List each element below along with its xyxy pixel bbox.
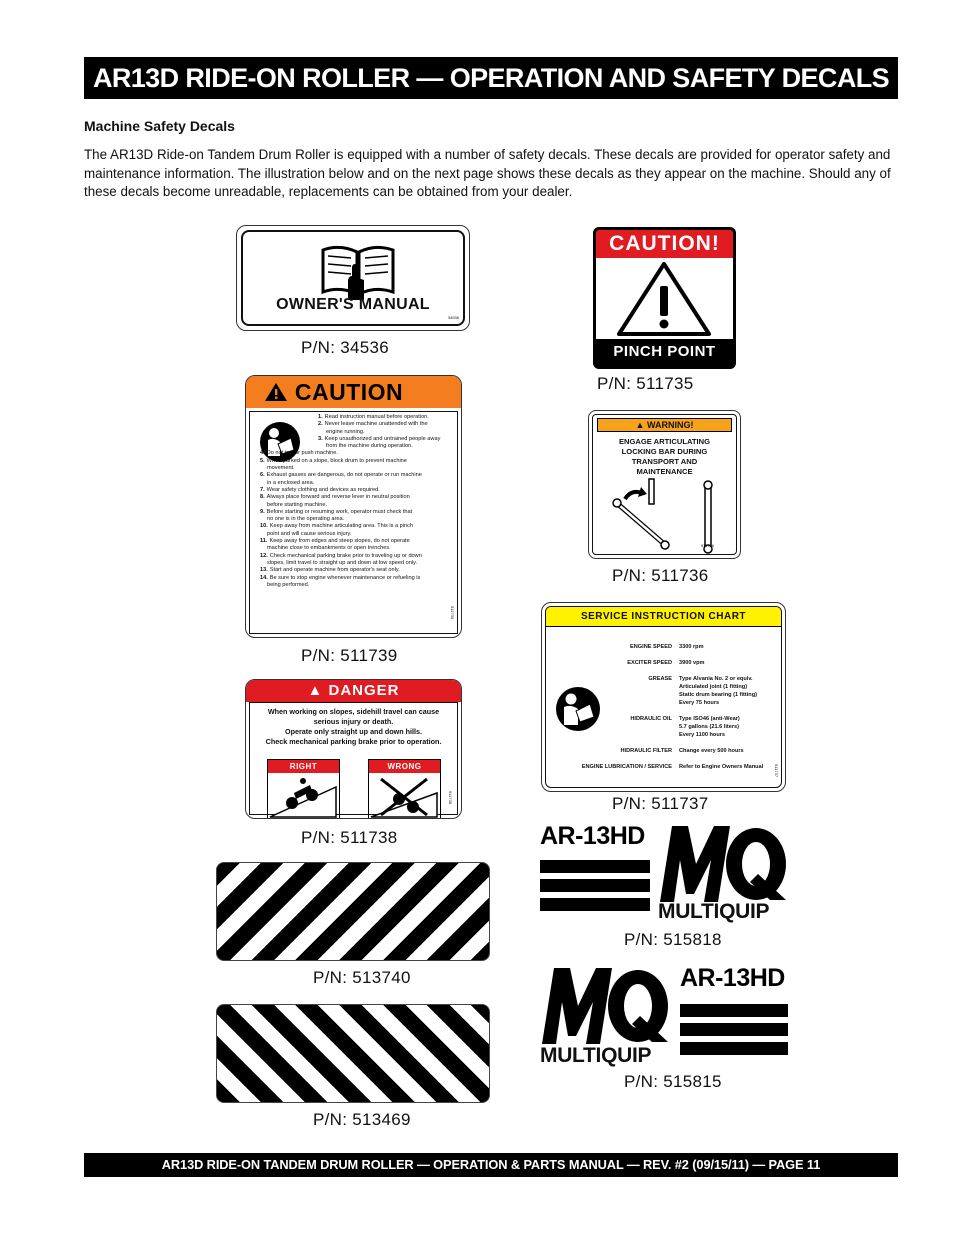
service-row-value: Static drum bearing (1 fitting): [679, 692, 758, 698]
section-heading: Machine Safety Decals: [84, 118, 235, 134]
warning-line: ENGAGE ARTICULATING: [618, 437, 711, 446]
caution-item-number: 1.: [318, 414, 323, 420]
mq-logo-icon: [658, 824, 788, 902]
caution-header: CAUTION: [294, 379, 404, 405]
caution-item-number: 6.: [260, 472, 265, 479]
caution-item-text: movement.: [267, 465, 295, 472]
caution-item-number: 14.: [260, 574, 268, 581]
decal-code: 511739: [450, 605, 455, 619]
mq-logo-icon: [540, 966, 670, 1044]
caution-item: [260, 531, 443, 538]
ar13hd-logo-decal-a: [540, 822, 790, 924]
part-number-513740: P/N: 513740: [313, 968, 411, 987]
caution-item: [260, 480, 443, 487]
wrong-label: WRONG: [369, 760, 440, 773]
caution-item-text: being performed.: [267, 581, 310, 588]
caution-list-decal: [245, 375, 462, 638]
slope-right-icon: [268, 773, 338, 819]
model-name: AR-13HD: [540, 822, 645, 850]
caution-item-text: before starting machine.: [267, 501, 328, 508]
page-footer: AR13D RIDE-ON TANDEM DRUM ROLLER — OPERATION & PARTS MANUAL — REV. #2 (09/15/11) — PAGE 11: [84, 1153, 898, 1177]
caution-item: [260, 487, 443, 494]
danger-line: Operate only straight up and down hills.: [285, 727, 422, 736]
service-row-value: 3900 vpm: [679, 660, 705, 666]
service-row-label: HIDRAULIC OIL: [630, 716, 672, 722]
decal-code: 511737: [774, 763, 779, 777]
caution-item-number: 3.: [318, 435, 323, 442]
part-number-515815: P/N: 515815: [624, 1072, 722, 1091]
danger-decal: [245, 679, 462, 819]
hazard-stripe-decal: [216, 1004, 490, 1103]
caution-item-text: Always place forward and reverse lever in neutral position: [266, 494, 410, 501]
right-panel: [267, 759, 340, 819]
caution-item-text: point and will cause serious injury.: [267, 530, 352, 537]
part-number-515818: P/N: 515818: [624, 930, 722, 949]
warning-line: TRANSPORT AND: [631, 457, 698, 466]
warning-line: MAINTENANCE: [636, 467, 693, 476]
ar13hd-logo-decal-b: [540, 962, 790, 1070]
exclamation-triangle-icon: [614, 260, 714, 338]
caution-items: [260, 414, 443, 589]
caution-item: [260, 472, 443, 479]
service-row-label: HIDRAULIC FILTER: [620, 748, 672, 754]
warning-decal: [588, 410, 741, 559]
caution-item: [260, 545, 443, 552]
caution-item-number: 10.: [260, 523, 268, 530]
decal-code: 511738: [448, 790, 453, 804]
service-row-value: Every 75 hours: [679, 700, 720, 706]
slope-wrong-icon: [369, 773, 439, 819]
caution-item: [260, 450, 443, 457]
part-number-34536: P/N: 34536: [301, 338, 390, 357]
caution-item: [260, 538, 443, 545]
caution-item-text: Check mechanical parking brake prior to traveling up or down: [269, 552, 422, 559]
wrong-panel: [368, 759, 441, 819]
caution-item-text: no one is in the operating area.: [267, 516, 345, 523]
caution-item: [260, 443, 443, 450]
caution-item-number: 8.: [260, 494, 265, 501]
caution-header: CAUTION!: [596, 230, 733, 258]
owners-manual-decal: [236, 225, 470, 331]
danger-icon: ▲: [307, 682, 329, 699]
caution-item-text: Keep unauthorized and untrained people away: [324, 435, 441, 442]
brand-name: MULTIQUIP: [658, 900, 770, 923]
caution-item: [260, 436, 443, 443]
caution-item-number: 7.: [260, 486, 265, 493]
alert-triangle-icon: [264, 382, 288, 402]
caution-item: [260, 429, 443, 436]
service-row-value: Every 1100 hours: [679, 732, 726, 738]
logo-bars: [540, 860, 650, 917]
owners-manual-title: OWNER'S MANUAL: [276, 296, 430, 313]
caution-item-text: from the machine during operation.: [326, 443, 413, 450]
danger-line: Check mechanical parking brake prior to operation.: [265, 737, 442, 746]
logo-bars: [680, 1004, 788, 1061]
caution-item-number: 13.: [260, 567, 268, 574]
service-row-value: 5.7 gallons (21.6 liters): [679, 724, 740, 730]
caution-item: [260, 567, 443, 574]
caution-item-text: Exhaust gasses are dangerous, do not operate or run machine: [266, 472, 422, 479]
service-row-value: Type ISO46 (anti-Wear): [679, 716, 740, 722]
part-number-511735: P/N: 511735: [597, 374, 694, 393]
part-number-513469: P/N: 513469: [313, 1110, 411, 1129]
caution-item-text: Start and operate machine from operator's seat only.: [269, 567, 400, 574]
caution-item-text: in a enclosed area.: [267, 479, 315, 486]
service-row-label: ENGINE SPEED: [630, 644, 672, 650]
danger-line: When working on slopes, sidehill travel can cause: [267, 707, 440, 716]
decal-code: 34536: [447, 315, 459, 320]
right-label: RIGHT: [268, 760, 339, 773]
page-title: AR13D RIDE-ON ROLLER — OPERATION AND SAFETY DECALS: [84, 57, 898, 99]
warning-line: LOCKING BAR DURING: [621, 447, 708, 456]
caution-item-number: 4.: [260, 450, 265, 457]
caution-item-text: machine close to embankments or open trenches.: [267, 545, 391, 552]
caution-item-text: When parked on a slope, block drum to prevent machine: [266, 457, 407, 464]
caution-item: [260, 502, 443, 509]
caution-item: [260, 414, 443, 421]
caution-item: [260, 421, 443, 428]
service-row-value: Articulated joint (1 fitting): [679, 684, 748, 690]
model-name: AR-13HD: [680, 964, 785, 992]
caution-item: [260, 560, 443, 567]
part-number-511737: P/N: 511737: [612, 794, 709, 813]
caution-item-text: Before starting or resuming work, operator must check that: [266, 508, 413, 515]
service-row-value: Change every 500 hours: [679, 748, 744, 754]
service-row-label: ENGINE LUBRICATION / SERVICE: [581, 764, 672, 770]
part-number-511739: P/N: 511739: [301, 646, 398, 665]
caution-item-number: 2.: [318, 421, 323, 428]
caution-item: [260, 553, 443, 560]
intro-paragraph: The AR13D Ride-on Tandem Drum Roller is equipped with a number of safety decals. These decals are provided for operator safety and maintenance information. The illustration below and on the next page shows these decals as they appear on the machine. Should any of these decals become unreadable, replacements can be obtained from your dealer.: [84, 147, 891, 200]
caution-item-number: 9.: [260, 508, 265, 515]
caution-item-text: Keep away from machine articulating area. This is a pinch: [269, 523, 414, 530]
pinch-point-decal: [593, 227, 736, 369]
decal-code: 511736: [700, 543, 714, 548]
service-row-value: Refer to Engine Owners Manual: [679, 764, 764, 770]
caution-item: [260, 523, 443, 530]
danger-line: serious injury or death.: [313, 717, 394, 726]
service-chart-decal: [541, 602, 786, 792]
caution-item-text: Read instruction manual before operation.: [324, 414, 429, 420]
service-chart-header: SERVICE INSTRUCTION CHART: [546, 607, 781, 627]
caution-item-text: Do not tow or push machine.: [266, 450, 338, 457]
caution-item: [260, 582, 443, 589]
brand-name: MULTIQUIP: [540, 1044, 652, 1067]
caution-item-number: 12.: [260, 552, 268, 559]
hazard-stripe-decal: [216, 862, 490, 961]
caution-item-text: engine running.: [326, 428, 365, 435]
service-row-value: 3300 rpm: [679, 644, 704, 650]
caution-item-text: slopes, limit travel to straight up and down at low speed only.: [267, 559, 418, 566]
warning-icon: ▲: [635, 420, 647, 430]
service-row-label: EXCITER SPEED: [627, 660, 672, 666]
reading-operator-icon: [554, 685, 602, 733]
caution-item-text: Be sure to stop engine whenever maintenance or refueling is: [269, 574, 421, 581]
danger-header: DANGER: [328, 682, 400, 699]
part-number-511738: P/N: 511738: [301, 828, 398, 847]
caution-item-text: Never leave machine unattended with the: [324, 421, 428, 428]
service-row-label: GREASE: [648, 676, 672, 682]
caution-item-text: Wear safety clothing and devices as required.: [266, 486, 380, 493]
caution-item-text: Keep away from edges and steep slopes, do not operate: [269, 538, 410, 545]
service-row-value: Type Alvania No. 2 or equiv.: [679, 676, 753, 682]
caution-item: [260, 516, 443, 523]
book-hand-icon: [318, 242, 398, 302]
caution-item: [260, 575, 443, 582]
caution-item: [260, 458, 443, 465]
caution-item: [260, 465, 443, 472]
pinch-point-label: PINCH POINT: [613, 343, 716, 360]
warning-header: WARNING!: [646, 420, 694, 430]
caution-item: [260, 509, 443, 516]
part-number-511736: P/N: 511736: [612, 566, 709, 585]
caution-item-number: 11.: [260, 538, 268, 545]
caution-item: [260, 494, 443, 501]
caution-item-number: 5.: [260, 457, 265, 464]
